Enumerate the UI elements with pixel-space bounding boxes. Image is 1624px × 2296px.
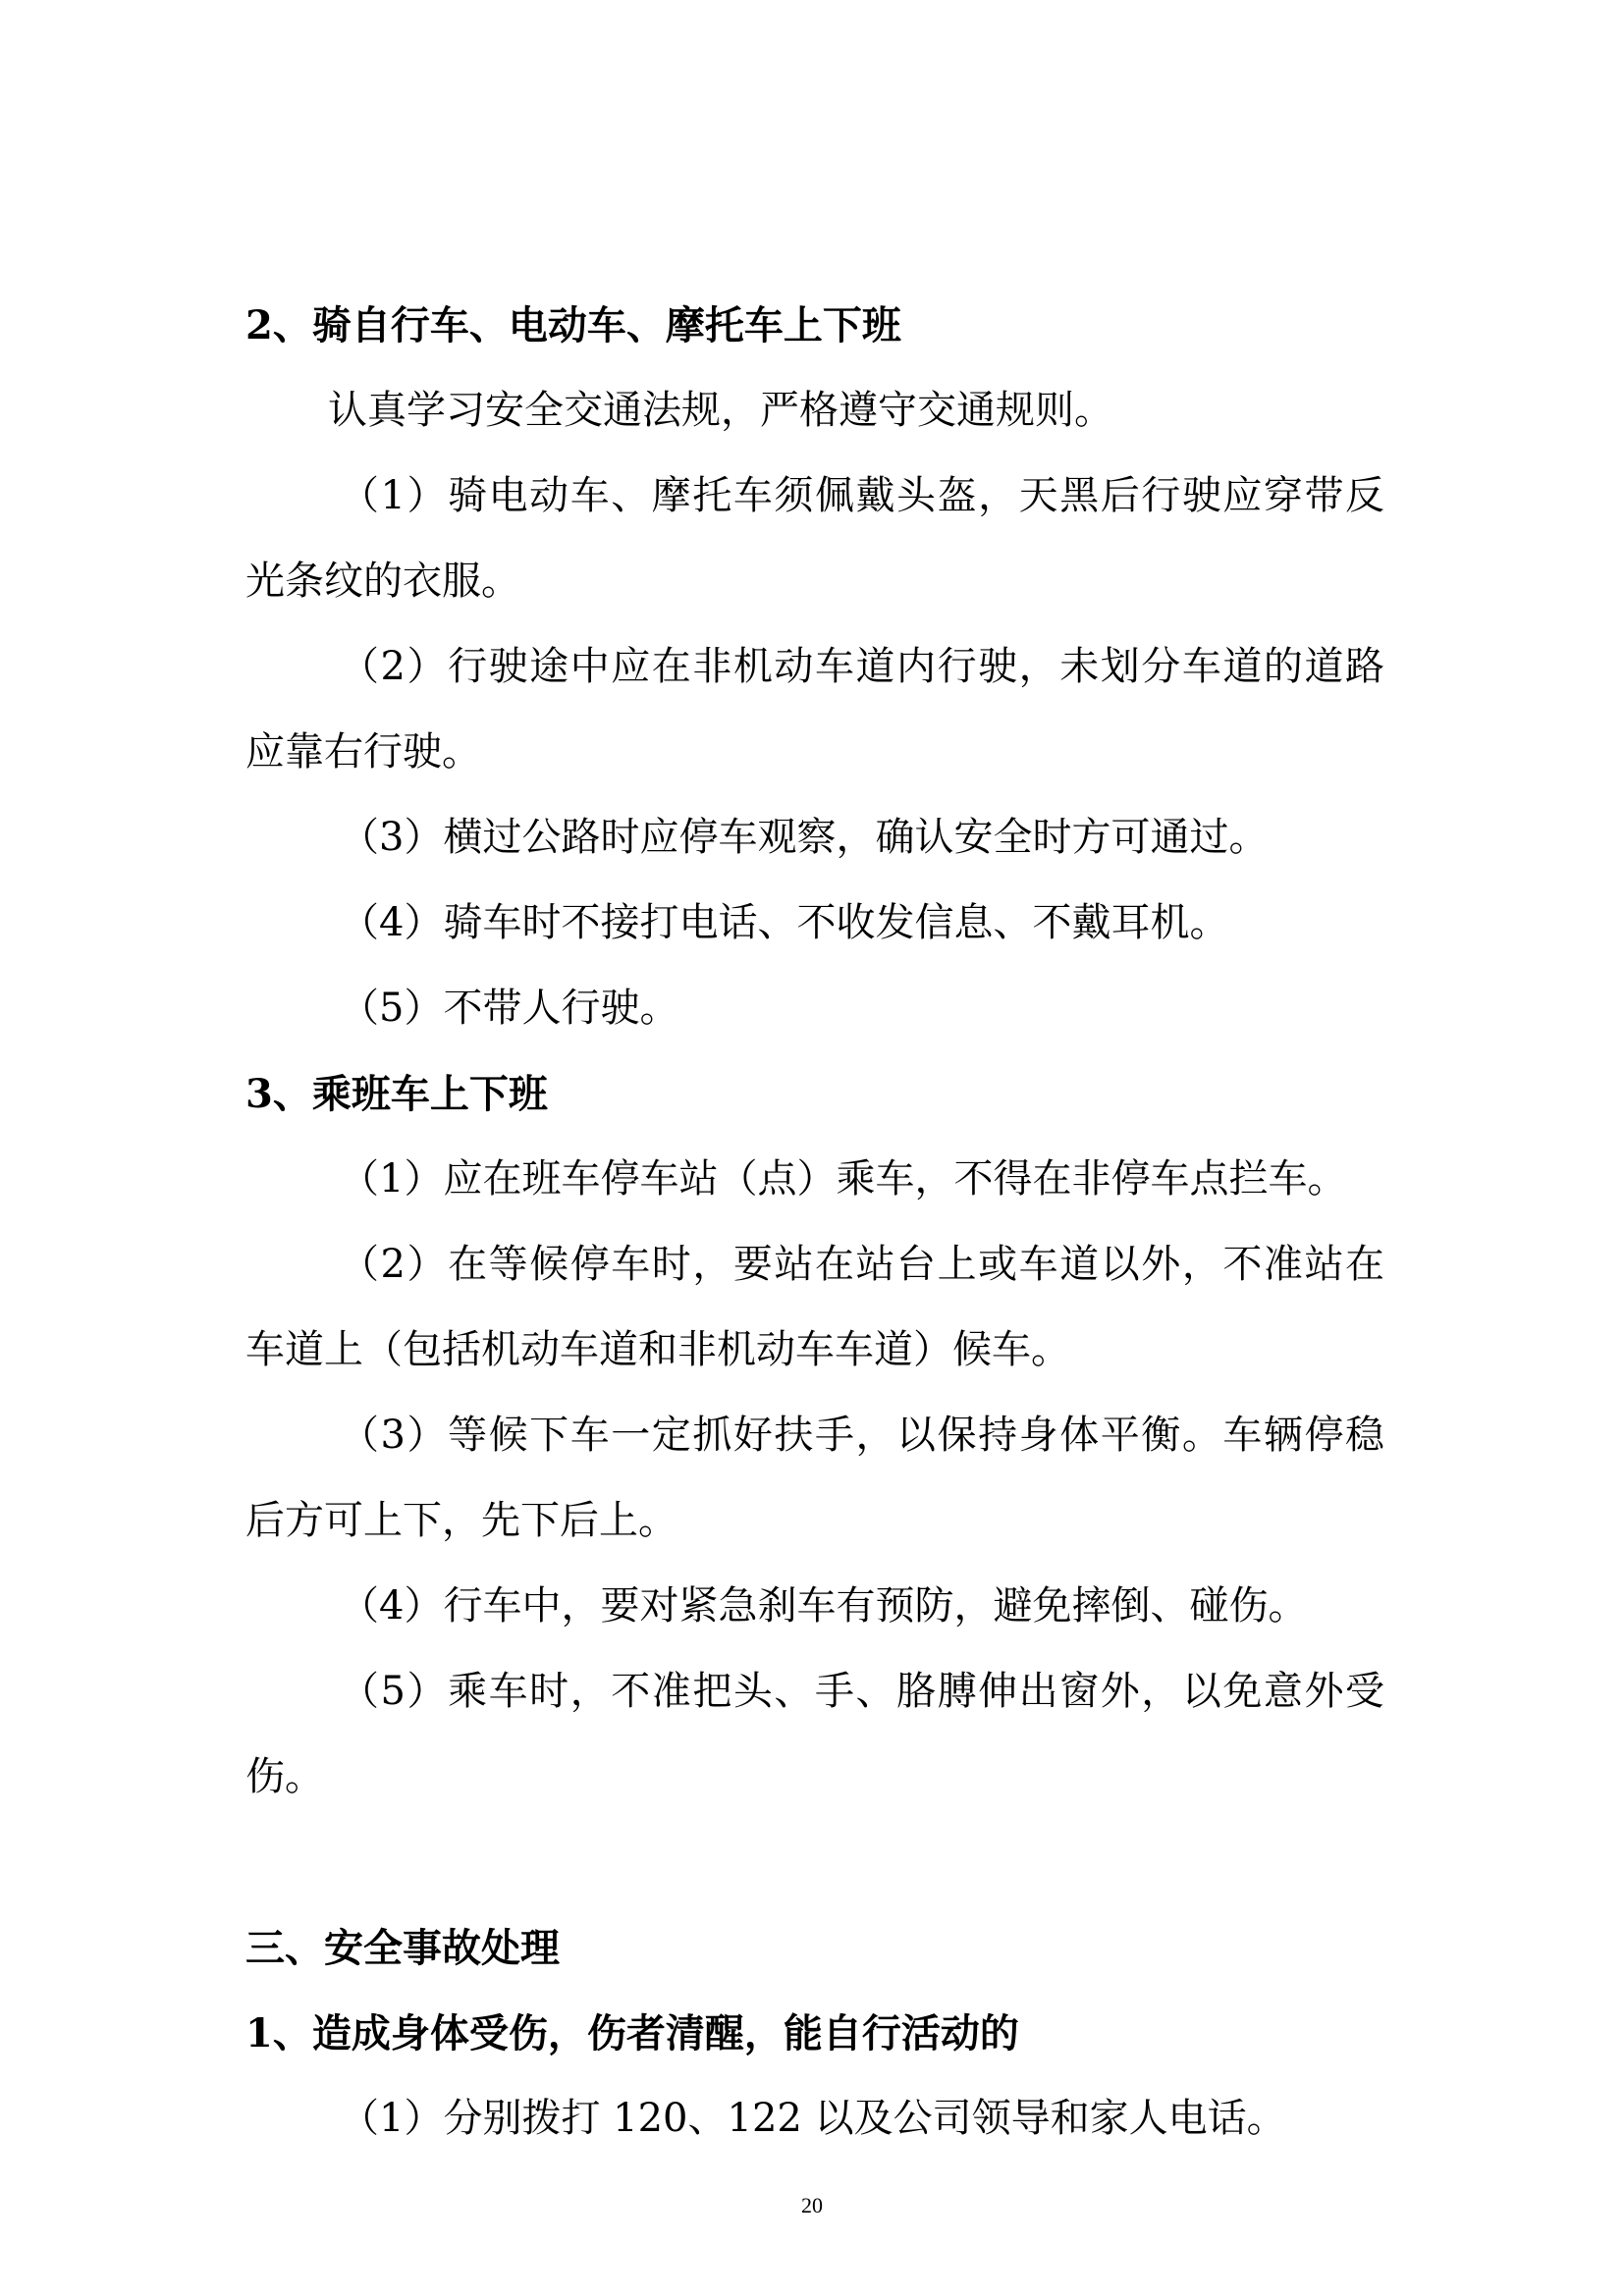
section-heading: 1、造成身体受伤，伤者清醒，能自行活动的 — [245, 2010, 1019, 2056]
list-item: （1）骑电动车、摩托车须佩戴头盔，天黑后行驶应穿带反光条纹的衣服。 — [245, 473, 1384, 604]
section-heading: 2、骑自行车、电动车、摩托车上下班 — [245, 302, 901, 348]
list-item: （5）不带人行驶。 — [340, 986, 679, 1031]
list-item: （2）在等候停车时，要站在站台上或车道以外，不准站在车道上（包括机动车道和非机动车车道）候车。 — [245, 1242, 1384, 1372]
document-body — [245, 283, 1384, 2162]
list-item: （1）应在班车停车站（点）乘车，不得在非停车点拦车。 — [340, 1156, 1347, 1201]
list-item: （3）等候下车一定抓好扶手，以保持身体平衡。车辆停稳后方可上下，先下后上。 — [245, 1413, 1384, 1543]
list-item: （4）行车中，要对紧急刹车有预防，避免摔倒、碰伤。 — [340, 1583, 1308, 1629]
paragraph: 认真学习安全交通法规，严格遵守交通规则。 — [328, 388, 1113, 433]
list-item: （1）分别拨打 120、122 以及公司领导和家人电话。 — [340, 2096, 1286, 2141]
blank-line — [245, 1820, 1384, 1905]
section-heading: 三、安全事故处理 — [245, 1925, 560, 1971]
list-item: （5）乘车时，不准把头、手、胳膊伸出窗外，以免意外受伤。 — [245, 1669, 1384, 1799]
list-item: （3）横过公路时应停车观察，确认安全时方可通过。 — [340, 815, 1269, 860]
section-heading: 3、乘班车上下班 — [245, 1071, 548, 1117]
page-number: 20 — [801, 2193, 823, 2217]
list-item: （4）骑车时不接打电话、不收发信息、不戴耳机。 — [340, 900, 1229, 945]
list-item: （2）行驶途中应在非机动车道内行驶，未划分车道的道路应靠右行驶。 — [245, 644, 1384, 774]
